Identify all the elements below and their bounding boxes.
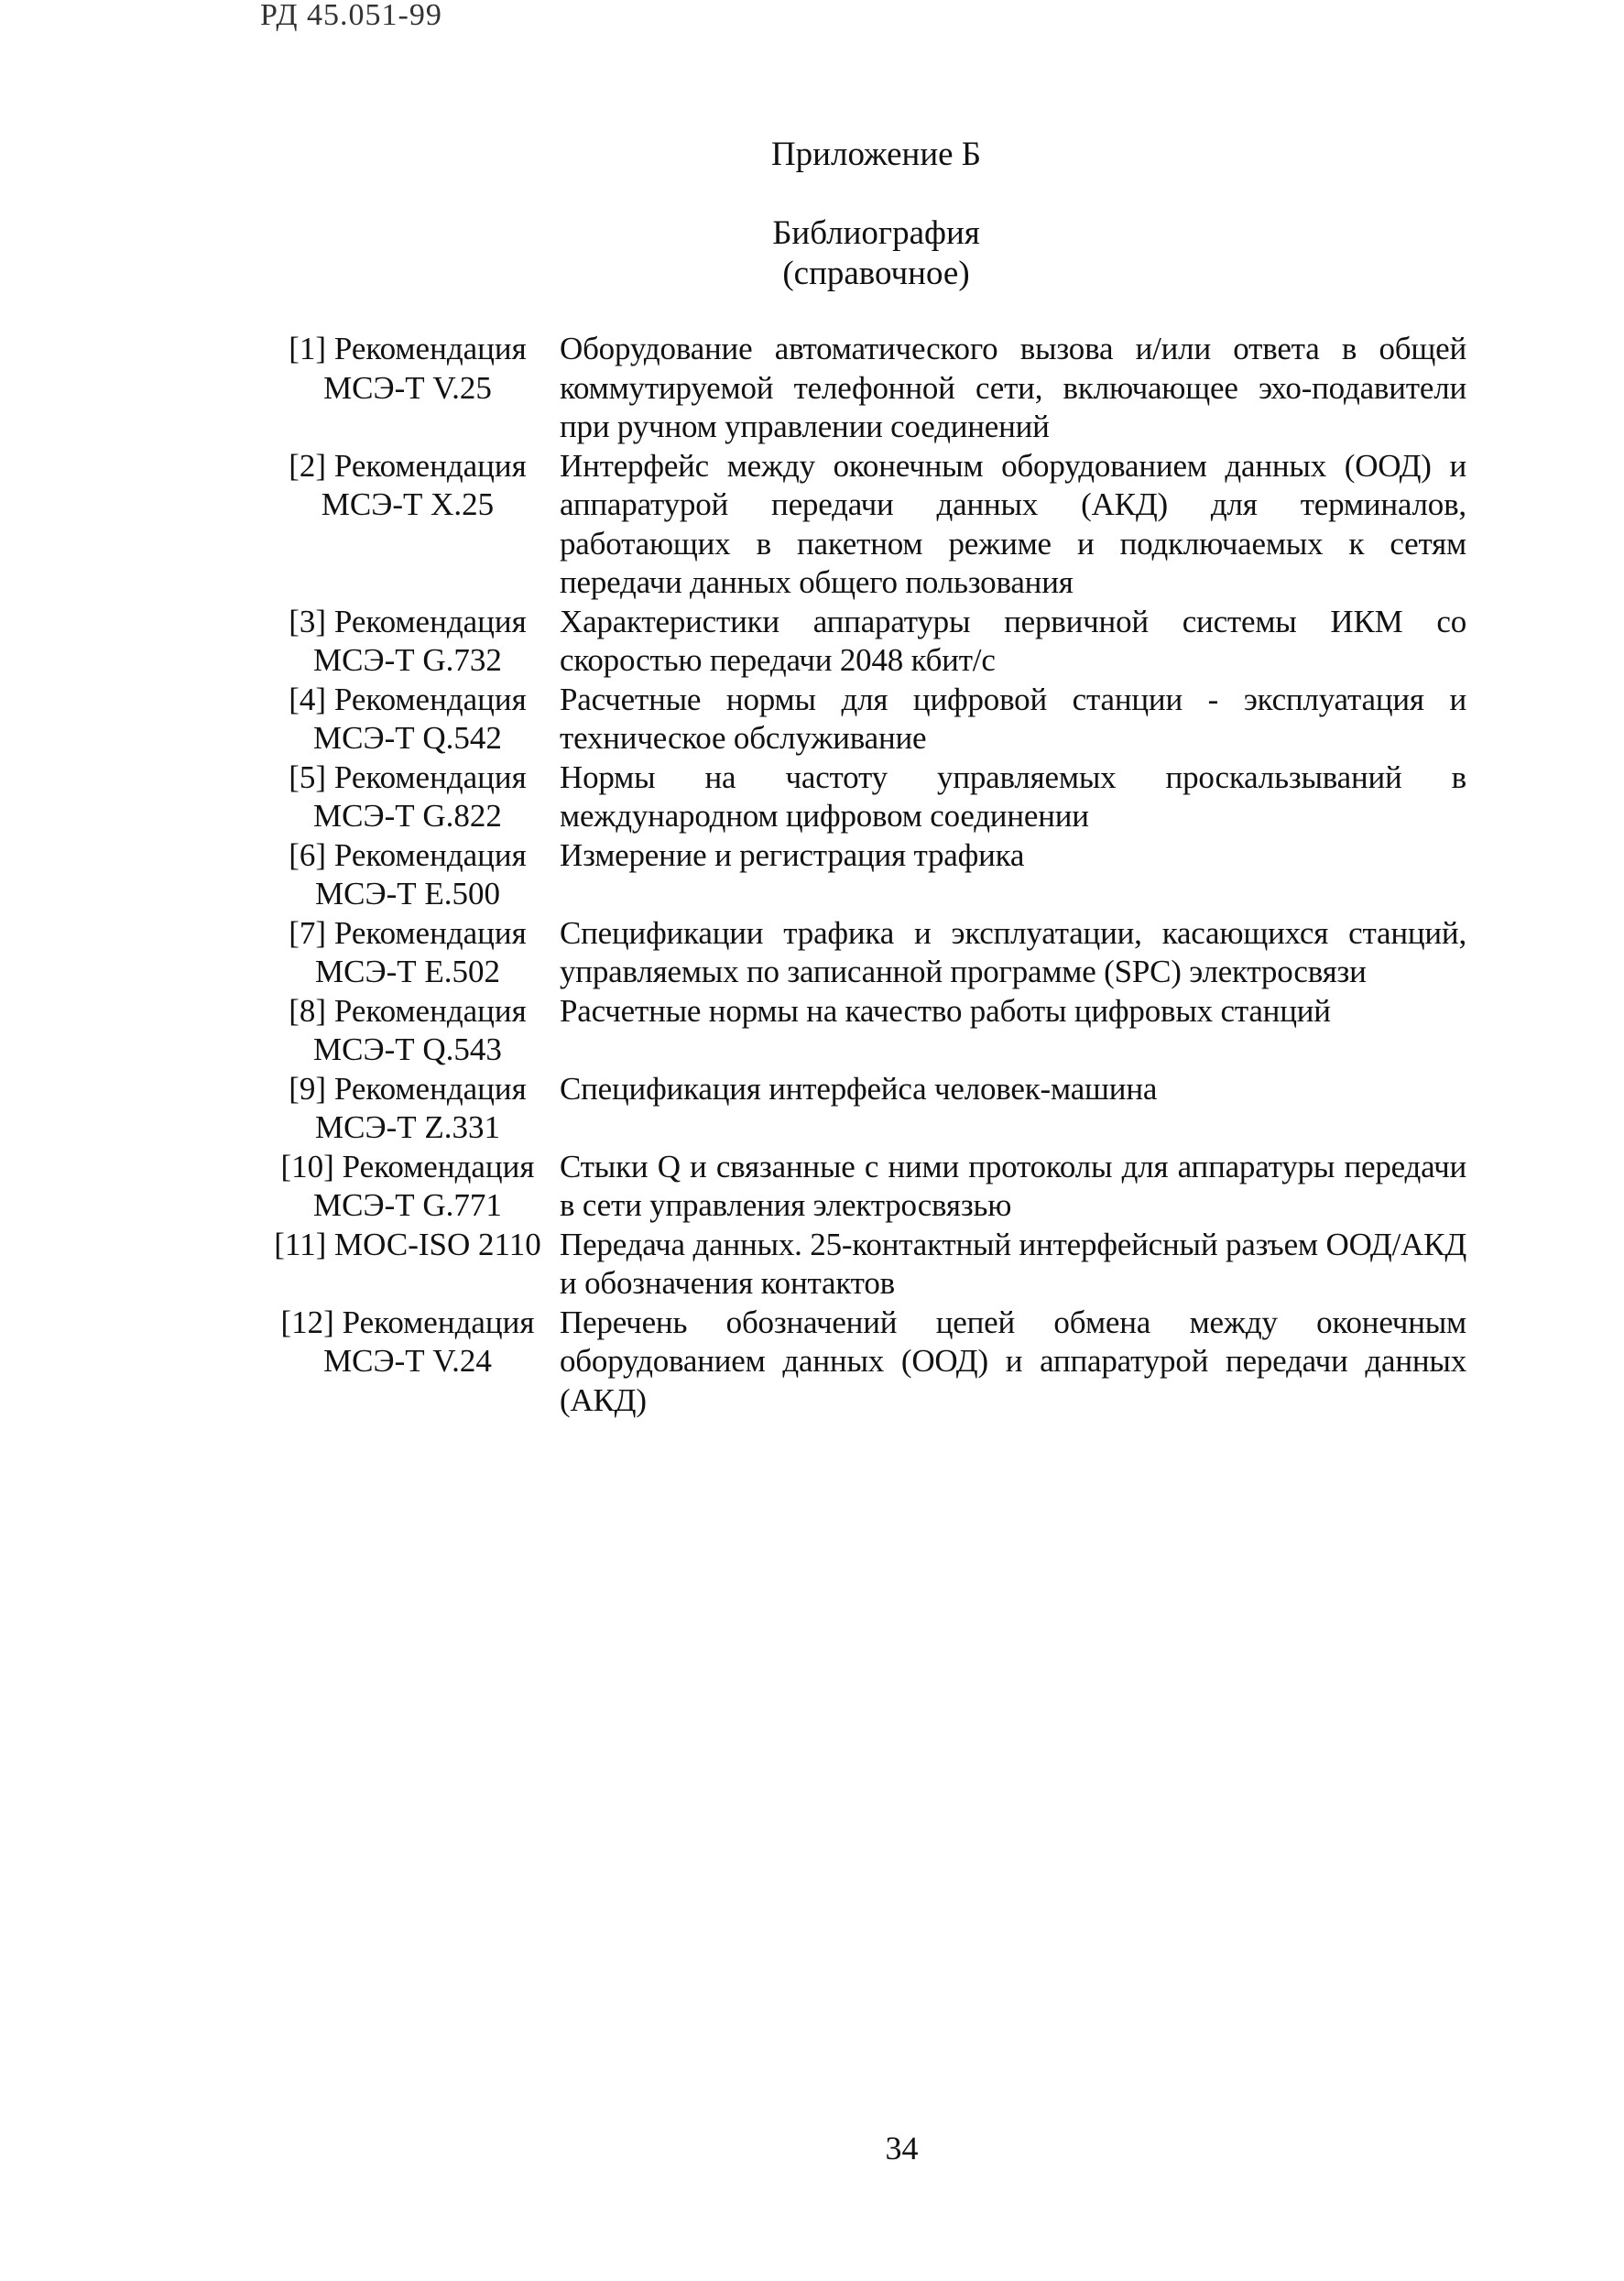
entry-reference <box>261 1226 554 1265</box>
entry-reference-type: Рекомендация <box>333 836 527 873</box>
entry-reference-code: МСЭ-Т G.771 <box>313 1187 502 1223</box>
entry-reference-line <box>261 836 554 876</box>
entry-reference-code: МСЭ-Т Q.543 <box>313 1031 502 1067</box>
entry-description: Нормы на частоту управляемых проскальзываний в международном цифровом соединении <box>560 759 1466 834</box>
entry-reference-type: Рекомендация <box>342 1148 535 1184</box>
entry-reference-code: МСЭ-Т Е.502 <box>315 954 500 989</box>
entry-reference <box>261 759 554 836</box>
entry-number: [5] <box>289 759 327 795</box>
entry-number: [3] <box>289 603 327 639</box>
bibliography-entry <box>261 836 1466 914</box>
entry-reference-line <box>261 992 554 1031</box>
bibliography-entry <box>261 447 1466 603</box>
entry-reference-type: Рекомендация <box>333 447 527 484</box>
entry-reference-code: МСЭ-Т X.25 <box>321 486 495 522</box>
entry-reference-line <box>261 1304 554 1343</box>
page-number: 34 <box>885 2130 919 2166</box>
entry-reference-line <box>261 914 554 954</box>
entry-reference <box>261 447 554 525</box>
entry-number: [10] <box>280 1148 334 1184</box>
entry-reference <box>261 1148 554 1226</box>
bibliography-entry <box>261 759 1466 836</box>
entry-description: Интерфейс между оконечным оборудованием данных (ООД) и аппаратурой передачи данных (АКД) для терминалов, работающих в пакетном режиме и подключаемых к сетям передачи данных общего пользования <box>560 447 1466 600</box>
entry-description: Передача данных. 25-контактный интерфейсный разъем ООД/АКД и обозначения контактов <box>560 1226 1466 1301</box>
bibliography-entry <box>261 603 1466 681</box>
entry-description: Спецификация интерфейса человек-машина <box>560 1070 1158 1107</box>
entry-reference-type: Рекомендация <box>333 331 527 366</box>
bibliography-subtitle: (справочное) <box>782 255 970 292</box>
entry-description: Расчетные нормы для цифровой станции - эксплуатация и техническое обслуживание <box>560 681 1466 756</box>
entry-reference-type: Рекомендация <box>333 992 527 1029</box>
entry-reference-type: Рекомендация <box>333 759 527 795</box>
entry-reference-line <box>261 759 554 798</box>
entry-reference-line <box>261 1070 554 1109</box>
entry-number: [7] <box>289 914 327 951</box>
entry-reference-line <box>261 681 554 720</box>
entry-reference-code: МСЭ-Т Е.500 <box>315 876 500 911</box>
entry-description: Измерение и регистрация трафика <box>560 836 1025 873</box>
entry-number: [1] <box>289 331 327 366</box>
entry-reference-type: Рекомендация <box>333 1070 527 1107</box>
bibliography-entry <box>261 914 1466 992</box>
entry-reference-code: МСЭ-Т Q.542 <box>313 720 502 756</box>
entry-reference-code: МСЭ-Т Z.331 <box>315 1109 500 1145</box>
entry-reference-line <box>261 1148 554 1187</box>
entry-description: Перечень обозначений цепей обмена между оконечным оборудованием данных (ООД) и аппаратурой передачи данных (АКД) <box>560 1304 1466 1418</box>
entry-description: Оборудование автоматического вызова и/или ответа в общей коммутируемой телефонной сети, включающее эхо-подавители при ручном управлении соединений <box>560 331 1466 444</box>
entry-reference <box>261 992 554 1070</box>
entry-number: [9] <box>289 1070 327 1107</box>
bibliography-entry <box>261 330 1466 447</box>
entry-reference <box>261 836 554 914</box>
entry-reference-type: Рекомендация <box>333 603 527 639</box>
entry-description: Расчетные нормы на качество работы цифровых станций <box>560 992 1331 1029</box>
entry-number: [11] <box>274 1226 327 1262</box>
appendix-title: Приложение Б <box>770 136 982 173</box>
entry-reference-type: Рекомендация <box>342 1304 535 1340</box>
entry-reference <box>261 603 554 681</box>
bibliography-entry <box>261 1070 1466 1148</box>
entry-reference <box>261 330 554 408</box>
document-code: РД 45.051-99 <box>260 0 442 32</box>
entry-reference-code: МСЭ-Т G.732 <box>313 642 502 678</box>
entry-number: [2] <box>289 447 327 484</box>
entry-number: [4] <box>289 681 327 717</box>
entry-reference-code: МСЭ-Т V.24 <box>323 1343 492 1379</box>
bibliography-entry <box>261 1304 1466 1421</box>
entry-reference-code: МСЭ-Т V.25 <box>323 369 492 406</box>
entry-number: [8] <box>289 992 327 1029</box>
bibliography-entry <box>261 992 1466 1070</box>
entry-description: Стыки Q и связанные с ними протоколы для аппаратуры передачи в сети управления электросвязью <box>560 1148 1466 1223</box>
entry-reference <box>261 1304 554 1381</box>
entry-reference-line <box>261 330 554 369</box>
entry-reference-type: Рекомендация <box>333 914 527 951</box>
entry-reference <box>261 914 554 992</box>
entry-number: [6] <box>289 836 327 873</box>
entry-reference-line <box>261 1226 554 1265</box>
entry-reference-line <box>261 447 554 486</box>
bibliography-title: Библиография <box>772 214 980 252</box>
bibliography-entry <box>261 681 1466 759</box>
entry-reference-code: МСЭ-Т G.822 <box>313 798 502 834</box>
entry-reference <box>261 681 554 759</box>
entry-reference-type: МОС-ISO 2110 <box>334 1226 541 1262</box>
entry-reference <box>261 1070 554 1148</box>
entry-description: Характеристики аппаратуры первичной системы ИКМ со скоростью передачи 2048 кбит/с <box>560 603 1466 678</box>
bibliography-list <box>261 330 1466 1420</box>
entry-reference-type: Рекомендация <box>333 681 527 717</box>
entry-number: [12] <box>280 1304 334 1340</box>
bibliography-entry <box>261 1148 1466 1226</box>
entry-reference-line <box>261 603 554 642</box>
bibliography-entry <box>261 1226 1466 1304</box>
entry-description: Спецификации трафика и эксплуатации, касающихся станций, управляемых по записанной программе (SPC) электросвязи <box>560 914 1466 989</box>
